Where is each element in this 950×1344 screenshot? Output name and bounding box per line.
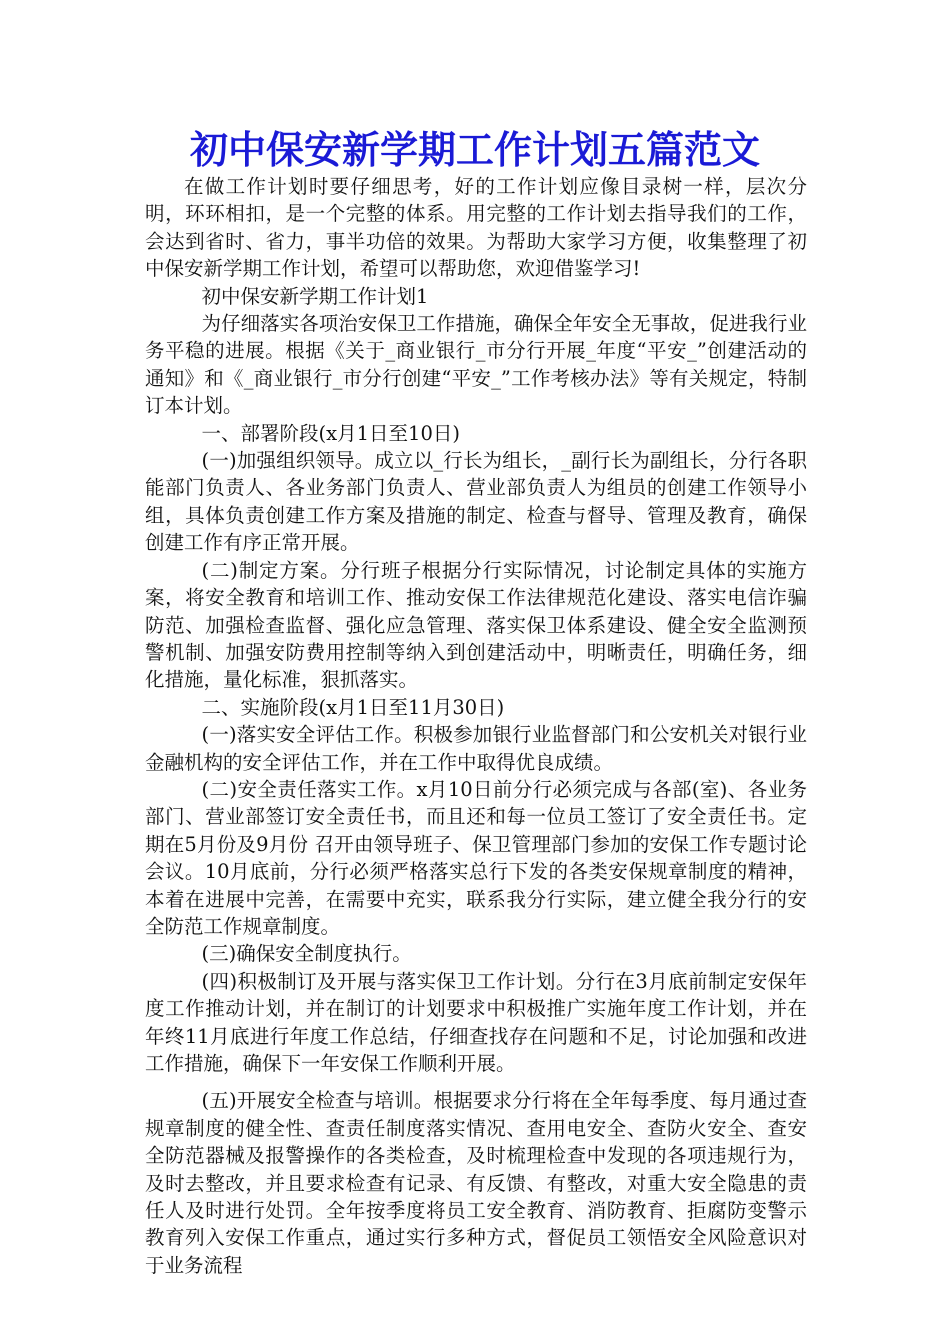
body-paragraph: (一)落实安全评估工作。积极参加银行业监督部门和公安机关对银行业金融机构的安全评估工作，并在工作中取得优良成绩。: [145, 723, 807, 774]
body-paragraph: (三)确保安全制度执行。: [201, 942, 412, 966]
section-title: 初中保安新学期工作计划1: [201, 284, 429, 308]
body-paragraph: (二)制定方案。分行班子根据分行实际情况，讨论制定具体的实施方案，将安全教育和培训工作、推动安保工作法律规范化建设、落实电信诈骗防范、加强检查监督、强化应急管理、落实保卫体系建设、健全安全监测预警机制、加强安防费用控制等纳入到创建活动中，明晰责任，明确任务，细化措施，量化标准，狠抓落实。: [145, 558, 807, 692]
stage-heading: 一、部署阶段(x月1日至10日): [201, 421, 460, 445]
body-paragraph: (五)开展安全检查与培训。根据要求分行将在全年每季度、每月通过查规章制度的健全性、查责任制度落实情况、查用电安全、查防火安全、查安全防范器械及报警操作的各类检查，及时梳理检查中发现的各项违规行为，及时去整改，并且要求检查有记录、有反馈、有整改，对重大安全隐患的责任人及时进行处罚。全年按季度将员工安全教育、消防教育、拒腐防变警示教育列入安保工作重点，通过实行多种方式，督促员工领悟安全风险意识对于业务流程: [145, 1089, 807, 1277]
stage-heading: 二、实施阶段(x月1日至11月30日): [201, 695, 505, 719]
body-paragraph: (四)积极制订及开展与落实保卫工作计划。分行在3月底前制定安保年度工作推动计划，并在制订的计划要求中积极推广实施年度工作计划，并在年终11月底进行年度工作总结，仔细查找存在问题和不足，讨论加强和改进工作措施，确保下一年安保工作顺利开展。: [145, 969, 807, 1075]
document-title: 初中保安新学期工作计划五篇范文: [189, 127, 760, 172]
body-paragraph: (二)安全责任落实工作。x月10日前分行必须完成与各部(室)、各业务部门、营业部签订安全责任书，而且还和每一位员工签订了安全责任书。定期在5月份及9月份 召开由领导班子、保卫管理部门参加的安保工作专题讨论会议。10月底前，分行必须严格落实总行下发的各类安保规章制度的精神，本着在进展中完善，在需要中充实，联系我分行实际，建立健全我分行的安全防范工作规章制度。: [145, 777, 807, 938]
intro-paragraph: 在做工作计划时要仔细思考，好的工作计划应像目录树一样，层次分明，环环相扣，是一个完整的体系。用完整的工作计划去指导我们的工作，会达到省时、省力，事半功倍的效果。为帮助大家学习方便，收集整理了初中保安新学期工作计划，希望可以帮助您，欢迎借鉴学习!: [145, 175, 807, 281]
body-paragraph: 为仔细落实各项治安保卫工作措施，确保全年安全无事故，促进我行业务平稳的进展。根据《关于_商业银行_市分行开展_年度“平安_”创建活动的通知》和《_商业银行_市分行创建“平安_”工作考核办法》等有关规定，特制订本计划。: [145, 312, 807, 418]
body-paragraph: (一)加强组织领导。成立以_行长为组长，_副行长为副组长，分行各职能部门负责人、各业务部门负责人、营业部负责人为组员的创建工作领导小组，具体负责创建工作方案及措施的制定、检查与督导、管理及教育，确保创建工作有序正常开展。: [145, 449, 807, 555]
document-body: [145, 173, 807, 1279]
